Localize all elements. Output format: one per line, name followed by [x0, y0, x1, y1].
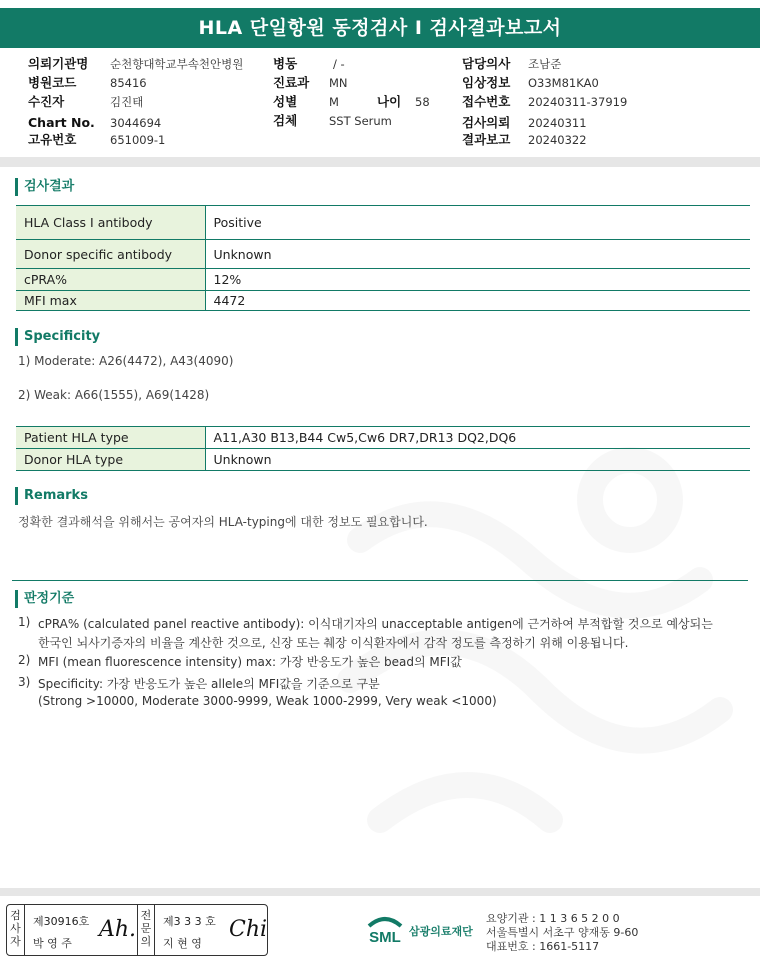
criteria-line: (Strong >10000, Moderate 3000-9999, Weak 1000-2999, Very weak <1000) — [38, 694, 497, 708]
results-table — [16, 205, 750, 311]
section-results-heading: 검사결과 — [15, 178, 74, 196]
specificity-weak: 2) Weak: A66(1555), A69(1428) — [18, 388, 210, 402]
examiner-signature: Ah. — [99, 917, 137, 942]
ward-label: 병동 — [273, 56, 298, 71]
chart-label: Chart No. — [28, 115, 95, 130]
results-row — [16, 269, 750, 291]
clinical-value: O33M81KA0 — [528, 76, 599, 90]
signature-box — [6, 904, 268, 956]
result-label: Donor specific antibody — [16, 240, 205, 269]
hospital-code-label: 병원코드 — [28, 75, 77, 90]
dept-value: MN — [329, 76, 348, 90]
criteria-divider — [12, 580, 748, 581]
hla-value: Unknown — [205, 449, 750, 471]
specialist-number: 제3 3 3 호 — [163, 915, 216, 928]
criteria-number: 2) — [18, 653, 31, 667]
results-row — [16, 291, 750, 311]
criteria-item — [18, 653, 462, 670]
results-row — [16, 240, 750, 269]
chart-value: 3044694 — [110, 116, 162, 130]
criteria-line: MFI (mean fluorescence intensity) max: 가장 반응도가 높은 bead의 MFI값 — [38, 655, 462, 669]
criteria-item — [18, 675, 497, 708]
hla-row — [16, 449, 750, 471]
report-date-value: 20240322 — [528, 133, 587, 147]
patient-info — [0, 54, 760, 154]
criteria-line: cPRA% (calculated panel reactive antibody): 이식대기자의 unacceptable antigen에 근거하여 부적합할 것으로 예상되는 — [38, 617, 713, 631]
report-title: HLA 단일항원 동정검사 I 검사결과보고서 — [0, 8, 760, 48]
criteria-number: 1) — [18, 615, 31, 629]
age-label: 나이 — [377, 94, 402, 109]
org-phone: 대표번호 : 1661-5117 — [486, 940, 600, 953]
hospital-code-value: 85416 — [110, 76, 147, 90]
result-value: 4472 — [205, 291, 750, 311]
specimen-label: 검체 — [273, 113, 298, 128]
header-separator — [0, 157, 760, 167]
specialist-name: 지 현 영 — [163, 937, 202, 950]
specificity-moderate: 1) Moderate: A26(4472), A43(4090) — [18, 354, 234, 368]
specimen-value: SST Serum — [329, 114, 392, 128]
sex-value: M — [329, 95, 339, 109]
criteria-line: Specificity: 가장 반응도가 높은 allele의 MFI값을 기준으로 구분 — [38, 677, 380, 691]
criteria-line: 한국인 뇌사기증자의 비율을 계산한 것으로, 신장 또는 췌장 이식환자에서 감작 정도를 측정하기 위해 이용됩니다. — [38, 636, 629, 650]
institution-value: 순천향대학교부속천안병원 — [110, 57, 244, 71]
org-code: 요양기관 : 1 1 3 6 5 2 0 0 — [486, 912, 620, 925]
request-value: 20240311 — [528, 116, 587, 130]
ward-value: / - — [333, 57, 345, 71]
logo-name: 삼광의료재단 — [409, 925, 473, 938]
age-value: 58 — [415, 95, 430, 109]
remarks-text: 정확한 결과해석을 위해서는 공여자의 HLA-typing에 대한 정보도 필요합니다. — [18, 515, 428, 529]
org-address: 서울특별시 서초구 양재동 9-60 — [486, 926, 639, 939]
footer-separator — [0, 888, 760, 896]
section-criteria-heading: 판정기준 — [15, 590, 74, 608]
logo-mark: SML — [369, 929, 401, 946]
result-label: cPRA% — [16, 269, 205, 291]
doctor-label: 담당의사 — [462, 56, 511, 71]
doctor-value: 조남준 — [528, 57, 562, 71]
section-remarks-heading: Remarks — [15, 487, 88, 505]
criteria-item — [18, 615, 713, 651]
org-info — [486, 912, 638, 954]
hla-label: Donor HLA type — [16, 449, 205, 471]
unique-value: 651009-1 — [110, 133, 166, 147]
result-label: HLA Class I antibody — [16, 206, 205, 240]
specialist-heading: 전문의 — [137, 905, 155, 955]
examiner-name: 박 영 주 — [33, 937, 72, 950]
sex-label: 성별 — [273, 94, 298, 109]
institution-label: 의뢰기관명 — [28, 56, 89, 71]
result-value: Unknown — [205, 240, 750, 269]
unique-label: 고유번호 — [28, 132, 77, 147]
results-row — [16, 206, 750, 240]
criteria-number: 3) — [18, 675, 31, 689]
result-label: MFI max — [16, 291, 205, 311]
section-specificity-heading: Specificity — [15, 328, 100, 346]
receipt-label: 접수번호 — [462, 94, 511, 109]
dept-label: 진료과 — [273, 75, 310, 90]
sml-logo — [365, 910, 485, 950]
hla-row — [16, 427, 750, 449]
report-date-label: 결과보고 — [462, 132, 511, 147]
examiner-heading: 검사자 — [7, 905, 25, 955]
sml-logo-icon — [365, 910, 405, 950]
examiner-number: 제30916호 — [33, 915, 90, 928]
hla-label: Patient HLA type — [16, 427, 205, 449]
recipient-label: 수진자 — [28, 94, 65, 109]
request-label: 검사의뢰 — [462, 115, 511, 130]
hla-table — [16, 426, 750, 471]
receipt-value: 20240311-37919 — [528, 95, 628, 109]
specialist-signature: Chi — [229, 917, 268, 942]
result-value: Positive — [205, 206, 750, 240]
result-value: 12% — [205, 269, 750, 291]
clinical-label: 임상정보 — [462, 75, 511, 90]
hla-value: A11,A30 B13,B44 Cw5,Cw6 DR7,DR13 DQ2,DQ6 — [205, 427, 750, 449]
recipient-value: 김진태 — [110, 95, 144, 109]
